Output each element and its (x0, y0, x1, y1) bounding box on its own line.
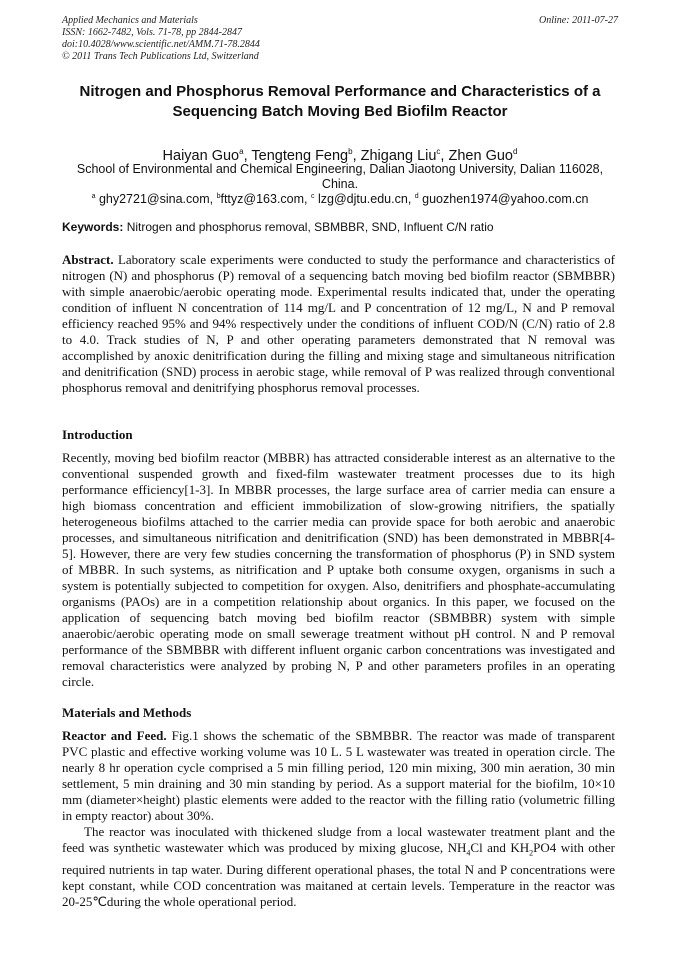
keywords (62, 220, 618, 235)
keywords-label: Keywords: (62, 220, 124, 234)
paper-title: Nitrogen and Phosphorus Removal Performance and Characteristics of a Sequencing Batch Moving Bed Biofilm Reactor (79, 83, 601, 120)
reactor-feed-paragraph (62, 728, 615, 824)
author-affil-mark: d (512, 147, 518, 156)
reactor-feed-label: Reactor and Feed. (62, 728, 167, 743)
email-address: ghy2721@sina.com (98, 192, 210, 207)
email-mark: c (311, 193, 315, 200)
author-affil-mark: a (239, 147, 244, 156)
journal-info (62, 15, 260, 63)
abstract-text: Laboratory scale experiments were conducted to study the performance and characteristics of nitrogen (N) and phosphorus (P) removal of a sequencing batch moving bed biofilm reactor (SBMBBR) with simple anaerobic/aerobic operating mode. Experimental results indicated that, under the operating condition of influent N concentration of 114 mg/L and P concentration of 12 mg/L, N and P removal efficiency reached 95% and 94% respectively under the conditions of influent COD/N (C/N) ratio of 2.8 to 4.0. Track studies of N, P and other operating parameters demonstrated that N removal was accomplished by anoxic denitrification during the filling and mixing stage and simultaneous nitrification and denitrification (SND) process in aerobic stage, while removal of P was realized through conventional phosphorus removal and denitrifying phosphorus removal processes. (62, 252, 616, 395)
inoculation-paragraph (62, 824, 615, 910)
email-mark: a (91, 193, 96, 200)
inoculation-text-a: The reactor was inoculated with thickened sludge from a local wastewater treatment plant and the feed was synthetic wastewater which was produced by mixing glucose, NH (62, 824, 615, 855)
author-name: Haiyan Guo (162, 147, 240, 164)
subscript: 4 (466, 848, 471, 858)
subscript: 2 (529, 848, 534, 858)
inoculation-text-c: PO4 with other required nutrients in tap water. During different operational phases, the total N and P concentrations were kept constant, while COD concentration was maitaned at certain levels. Temperature in the reactor was 20-25℃during the whole operational period. (62, 840, 615, 909)
author-affil-mark: c (436, 147, 441, 156)
journal-name: Applied Mechanics and Materials (62, 15, 198, 26)
materials-heading: Materials and Methods (62, 705, 192, 720)
introduction-heading: Introduction (62, 427, 133, 442)
abstract-label: Abstract. (62, 252, 114, 267)
author-list: Haiyan Guo$^a$, Tengteng Feng$^b$, Zhigang Liu$^c$, Zhen Guo$^d$ (162, 147, 518, 164)
email-address: lzg@djtu.edu.cn (317, 192, 408, 207)
journal-copyright: © 2011 Trans Tech Publications Ltd, Switzerland (62, 51, 259, 62)
email-mark: d (414, 193, 419, 200)
author-name: Zhen Guo (448, 147, 513, 164)
author-name: Tengteng Feng (251, 147, 349, 164)
inoculation-text-b: Cl and KH (470, 840, 530, 855)
affiliation: School of Environmental and Chemical Engineering, Dalian Jiaotong University, Dalian 116028, China. (76, 162, 604, 191)
email-address: fttyz@163.com (220, 192, 305, 207)
journal-doi: doi:10.4028/www.scientific.net/AMM.71-78.2844 (62, 39, 260, 50)
reactor-feed-text: Fig.1 shows the schematic of the SBMBBR. The reactor was made of transparent PVC plastic and effective working volume was 10 L. 5 L wastewater was treated in operation circle. The nearly 8 hr operation cycle comprised a 5 min filling period, 120 min mixing, 300 min aeration, 30 min settlement, 5 min draining and 30 min standing by period. As a support material for the biofilm, 10×10 mm (diameter×height) plastic elements were added to the reactor with the filling ratio (volumetric filling in empty reactor) about 30%. (62, 728, 616, 823)
author-affil-mark: b (348, 147, 353, 156)
introduction-text: Recently, moving bed biofilm reactor (MBBR) has attracted considerable interest as an alternative to the conventional suspended growth and fixed-film wastewater treatment processes due to its high performance efficiency[1-3]. In MBBR processes, the large surface area of carrier media can ensure a high biomass concentration and efficient immobilization of slow-growing nitrifiers, the spatially heterogeneous biofilms attached to the carrier media can provide space for both aerobic and anaerobic processes, and simultaneous nitrification and denitrification (SND) has been demonstrated in MBBR[4-5]. However, there are very few studies concerning the transformation of phosphorus (P) in SND system of MBBR. In such systems, as nitrification and P uptake both consume oxygen, organisms in such a system is potentially subjected to competition for oxygen. Also, denitrifiers and phosphate-accumulating organisms (PAOs) are in a competition relationship about organics. In this paper, we focused on the application of sequencing batch moving bed biofilm reactor (SBMBBR) system with simple anaerobic/aerobic operating mode on small sewerage treatment without pH control. N and P removal performance of the SBMBBR with different influent organic carbon concentrations was investigated and removal characteristics were analyzed by probing N, P and other parameters profiles in an operating circle. (62, 450, 615, 689)
email-mark: b (216, 193, 221, 200)
email-list: $^a$ ghy2721@sina.com, $^b$fttyz@163.com, $^c$ lzg@djtu.edu.cn, $^d$ guozhen1974@yahoo.com.cn (91, 192, 589, 207)
email-address: guozhen1974@yahoo.com.cn (422, 192, 589, 207)
abstract (62, 252, 615, 396)
online-date: Online: 2011-07-27 (539, 15, 618, 26)
journal-issn: ISSN: 1662-7482, Vols. 71-78, pp 2844-2847 (62, 27, 242, 38)
keywords-text: Nitrogen and phosphorus removal, SBMBBR, SND, Influent C/N ratio (126, 220, 494, 234)
author-name: Zhigang Liu (360, 147, 437, 164)
